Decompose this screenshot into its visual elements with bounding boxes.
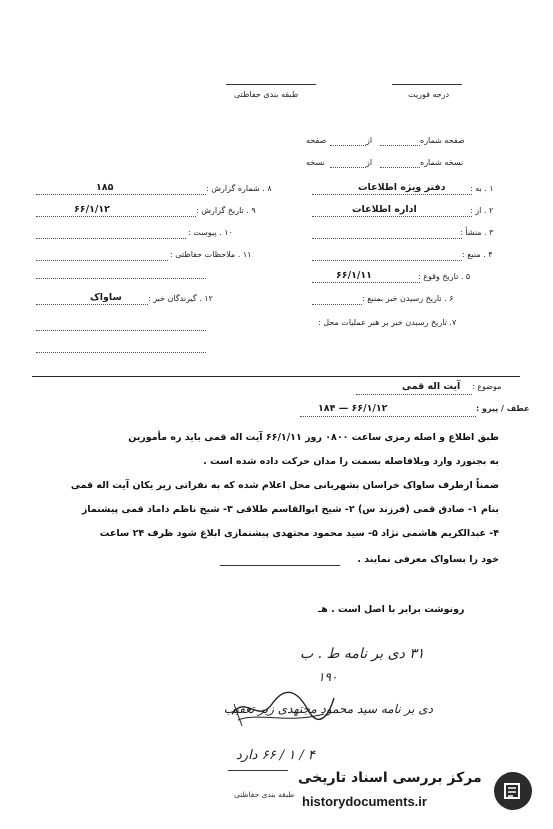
field-recipients-dots <box>36 304 148 305</box>
field-source-receipt-dots <box>312 304 362 305</box>
copy-number-label: نسخه شماره <box>420 158 464 167</box>
field-recipients-value: ساواک <box>90 292 122 303</box>
field-occurrence-date-dots <box>312 282 420 283</box>
field-source-receipt-label: ۶ . تاریخ رسیدن خبر بمنبع : <box>362 294 454 303</box>
field-recipients-dots-2 <box>36 330 206 331</box>
field-to-dots <box>312 194 472 195</box>
field-attachment-dots <box>36 238 186 239</box>
watermark-logo-icon <box>494 772 532 810</box>
watermark-url: historydocuments.ir <box>302 794 427 809</box>
signature-caption: دی بر نامه سید محمود مجتهدی زیر تعقیب <box>223 702 433 716</box>
body-line-6: خود را بساواک معرفی نمایند . <box>357 554 499 565</box>
page-unit: صفحه <box>306 136 327 145</box>
followup-label: عطف / پیرو : <box>476 404 530 413</box>
handwritten-annotation-number: ۱۹۰ <box>318 670 338 684</box>
watermark-title: مرکز بررسی اسناد تاریخی <box>298 770 482 786</box>
field-attachment-label: ۱۰ . پیوست : <box>188 228 233 237</box>
field-report-number-dots <box>36 194 206 195</box>
field-occurrence-date-value: ۶۶/۱/۱۱ <box>336 270 372 281</box>
field-security-notes-dots-2 <box>36 278 206 279</box>
field-ops-receipt-label: ۷. تاریخ رسیدن خبر بر هبر عملیات محل : <box>318 318 457 327</box>
priority-label: درجه فوریت <box>408 90 450 99</box>
body-line-1: طبق اطلاع و اصله رمزی ساعت ۰۸۰۰ روز ۶۶/۱/۱۱ آیت اله قمی باید ره مأمورین <box>128 432 499 443</box>
field-from-value: اداره اطلاعات <box>352 204 417 215</box>
field-occurrence-date-label: ۵ . تاریخ وقوع : <box>418 272 471 281</box>
field-from-label: ۲ . از : <box>470 206 494 215</box>
subject-value: آیت اله قمی <box>402 381 461 392</box>
page-number-dots <box>380 145 420 146</box>
field-report-date-dots <box>36 216 196 217</box>
field-source-dots <box>312 260 462 261</box>
watermark-block <box>298 768 538 822</box>
date-stamp: ۴ / ۱ / ۶۶ دارد <box>236 748 315 763</box>
followup-value: ۱۸۴ — ۶۶/۱/۱۲ <box>318 403 388 414</box>
field-origin-dots <box>312 238 462 239</box>
body-line-2: به بجنورد وارد وبلافاصله بسمت را مدان حرکت داده شده است . <box>203 456 499 467</box>
field-report-date-value: ۶۶/۱/۱۲ <box>74 204 110 215</box>
copy-number-dots <box>380 167 420 168</box>
page-number-label: صفحه شماره <box>420 136 465 145</box>
body-end-underline <box>220 565 340 566</box>
body-line-4: بنام ۱- صادق قمی (فرزند س) ۲- شیخ ابوالقاسم طلاقی ۳- شیخ ناظم داماد قمی پیشنماز <box>81 504 499 515</box>
subject-dots <box>356 394 472 395</box>
copy-unit: نسخه <box>306 158 325 167</box>
copy-of-label: از <box>366 158 373 167</box>
section-divider <box>32 376 520 377</box>
field-origin-label: ۳ . منشأ : <box>460 228 494 237</box>
subject-label: موضوع : <box>472 382 502 391</box>
stamp-underline <box>228 770 288 771</box>
classification-line <box>226 84 316 85</box>
body-line-3: ضمناً ازطرف ساواک خراسان بشهربانی محل اعلام شده که به نفراتی زیر یکان آیت اله قمی <box>70 480 499 491</box>
copy-total-dots <box>330 167 366 168</box>
priority-line <box>392 84 462 85</box>
copy-note: رونوشت برابر با اصل است . هـ <box>318 604 465 615</box>
field-recipients-dots-3 <box>36 352 206 353</box>
field-security-notes-dots <box>36 260 168 261</box>
field-recipients-label: ۱۲ . گیرندگان خبر : <box>148 294 213 303</box>
field-report-number-value: ۱۸۵ <box>96 182 114 193</box>
page-of-label: از <box>366 136 373 145</box>
field-to-label: ۱ . به : <box>470 184 494 193</box>
footer-classification-label: طبقه بندی حفاظتی <box>234 790 295 799</box>
field-to-value: دفتر ویژه اطلاعات <box>358 182 446 193</box>
body-line-5: ۴- عبدالکریم هاشمی نژاد ۵- سید محمود مجتهدی پیشنمازی ابلاغ شود ظرف ۲۴ ساعت <box>99 528 499 539</box>
field-from-dots <box>312 216 472 217</box>
classification-label: طبقه بندی حفاظتی <box>234 90 299 99</box>
field-report-number-label: ۸ . شماره گزارش : <box>206 184 272 193</box>
handwritten-annotation: ۳۱ دی بر نامه ط . ب <box>300 646 425 662</box>
followup-dots <box>300 416 476 417</box>
field-security-notes-label: ۱۱ . ملاحظات حفاظتی : <box>170 250 252 259</box>
field-report-date-label: ۹ . تاریخ گزارش : <box>196 206 256 215</box>
page-total-dots <box>330 145 366 146</box>
field-source-label: ۴ . منبع : <box>462 250 493 259</box>
